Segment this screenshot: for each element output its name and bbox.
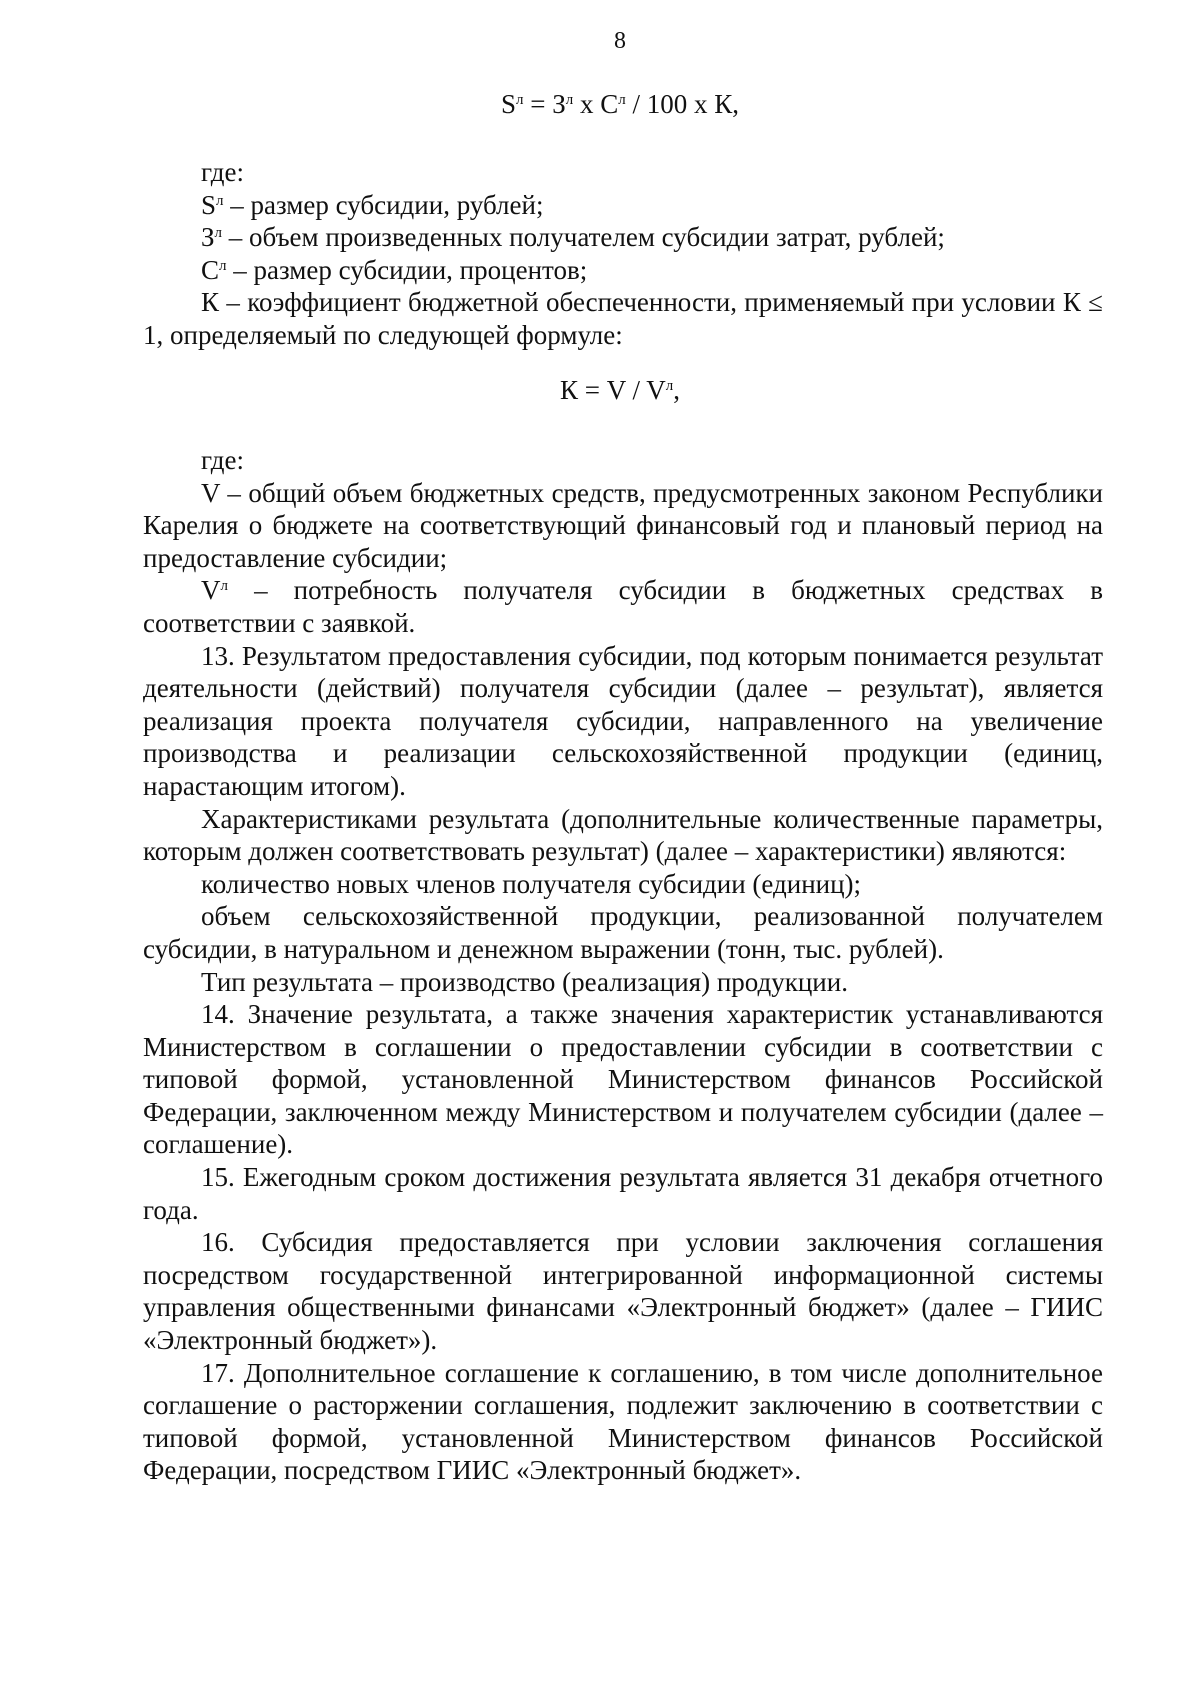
formula-k-superscript: л (665, 378, 674, 394)
paragraph-volume: объем сельскохозяйственной продукции, реализованной получателем субсидии, в натуральном и денежном выражении (тонн, тыс. рублей). (143, 901, 1103, 964)
symbol-vl: V (201, 575, 221, 606)
definition-k: К – коэффициент бюджетной обеспеченности, применяемый при условии К ≤ 1, определяемый по следующей формуле: (143, 287, 1103, 350)
definition-z (143, 221, 1103, 254)
formula-times: х (573, 89, 601, 119)
paragraph-result-type: Тип результата – производство (реализация) продукции. (201, 966, 848, 997)
formula-s-superscript: л (515, 92, 524, 108)
definitions-block-1 (143, 156, 1103, 352)
page-number: 8 (614, 28, 626, 54)
symbol-s: S (201, 189, 217, 220)
formula-c: С (600, 89, 619, 119)
paragraph-16: 16. Субсидия предоставляется при условии заключения соглашения посредством государственной интегрированной информационной системы управления общественными финансами «Электронный бюджет» (далее – ГИИС «Электронный бюджет»). (143, 1227, 1103, 1356)
symbol-s-superscript: л (216, 192, 224, 209)
formula-k-text: К = V / V (559, 375, 666, 405)
definition-c-text: – размер субсидии, процентов; (226, 254, 588, 285)
paragraph-17: 17. Дополнительное соглашение к соглашению, в том числе дополнительное соглашение о расторжении соглашения, подлежит заключению в соответствии с типовой формой, установленной Министерством финансов Российской Федерации, посредством ГИИС «Электронный бюджет». (143, 1357, 1103, 1486)
coefficient-formula (0, 374, 1200, 406)
definition-vl (143, 574, 1103, 639)
definition-z-text: – объем произведенных получателем субсидии затрат, рублей; (222, 222, 945, 253)
where-label-2: где: (201, 445, 244, 475)
symbol-z: З (201, 222, 215, 253)
where-label: где: (201, 157, 244, 187)
paragraph-13: 13. Результатом предоставления субсидии, под которым понимается результат деятельности (действий) получателя субсидии (далее – результат), является реализация проекта получателя субсидии, направленного на увеличение производства и реализации сельскохозяйственной продукции (единиц, нарастающим итогом). (143, 640, 1103, 801)
paragraph-new-members: количество новых членов получателя субсидии (единиц); (201, 868, 862, 899)
definition-c (143, 254, 1103, 287)
formula-z-superscript: л (565, 92, 574, 108)
symbol-c: С (201, 254, 220, 285)
symbol-c-superscript: л (219, 257, 227, 274)
definition-s (143, 189, 1103, 222)
definitions-block-2 (143, 444, 1103, 1487)
definition-vl-text: – потребность получателя субсидии в бюджетных средствах в соответствии с заявкой. (143, 575, 1103, 638)
symbol-vl-superscript: л (220, 578, 228, 595)
symbol-z-superscript: л (214, 225, 223, 242)
paragraph-15: 15. Ежегодным сроком достижения результата является 31 декабря отчетного года. (143, 1162, 1103, 1225)
formula-rest: / 100 х К, (625, 89, 740, 119)
formula-z: З (552, 89, 566, 119)
definition-s-text: – размер субсидии, рублей; (223, 189, 544, 220)
formula-s: S (500, 89, 516, 119)
paragraph-characteristics: Характеристиками результата (дополнительные количественные параметры, которым должен соответствовать результат) (далее – характеристики) являются: (143, 803, 1103, 867)
formula-c-superscript: л (618, 92, 626, 108)
paragraph-14: 14. Значение результата, а также значения характеристик устанавливаются Министерством в соглашении о предоставлении субсидии в соответствии с типовой формой, установленной Министерством финансов Российской Федерации, заключенном между Министерством и получателем субсидии (далее – соглашение). (143, 999, 1103, 1160)
definition-v: V – общий объем бюджетных средств, предусмотренных законом Республики Карелия о бюджете на соответствующий финансовый год и плановый период на предоставление субсидии; (143, 477, 1103, 573)
subsidy-formula (0, 88, 1200, 120)
formula-k-tail: , (673, 375, 680, 405)
formula-equals: = (523, 89, 553, 119)
